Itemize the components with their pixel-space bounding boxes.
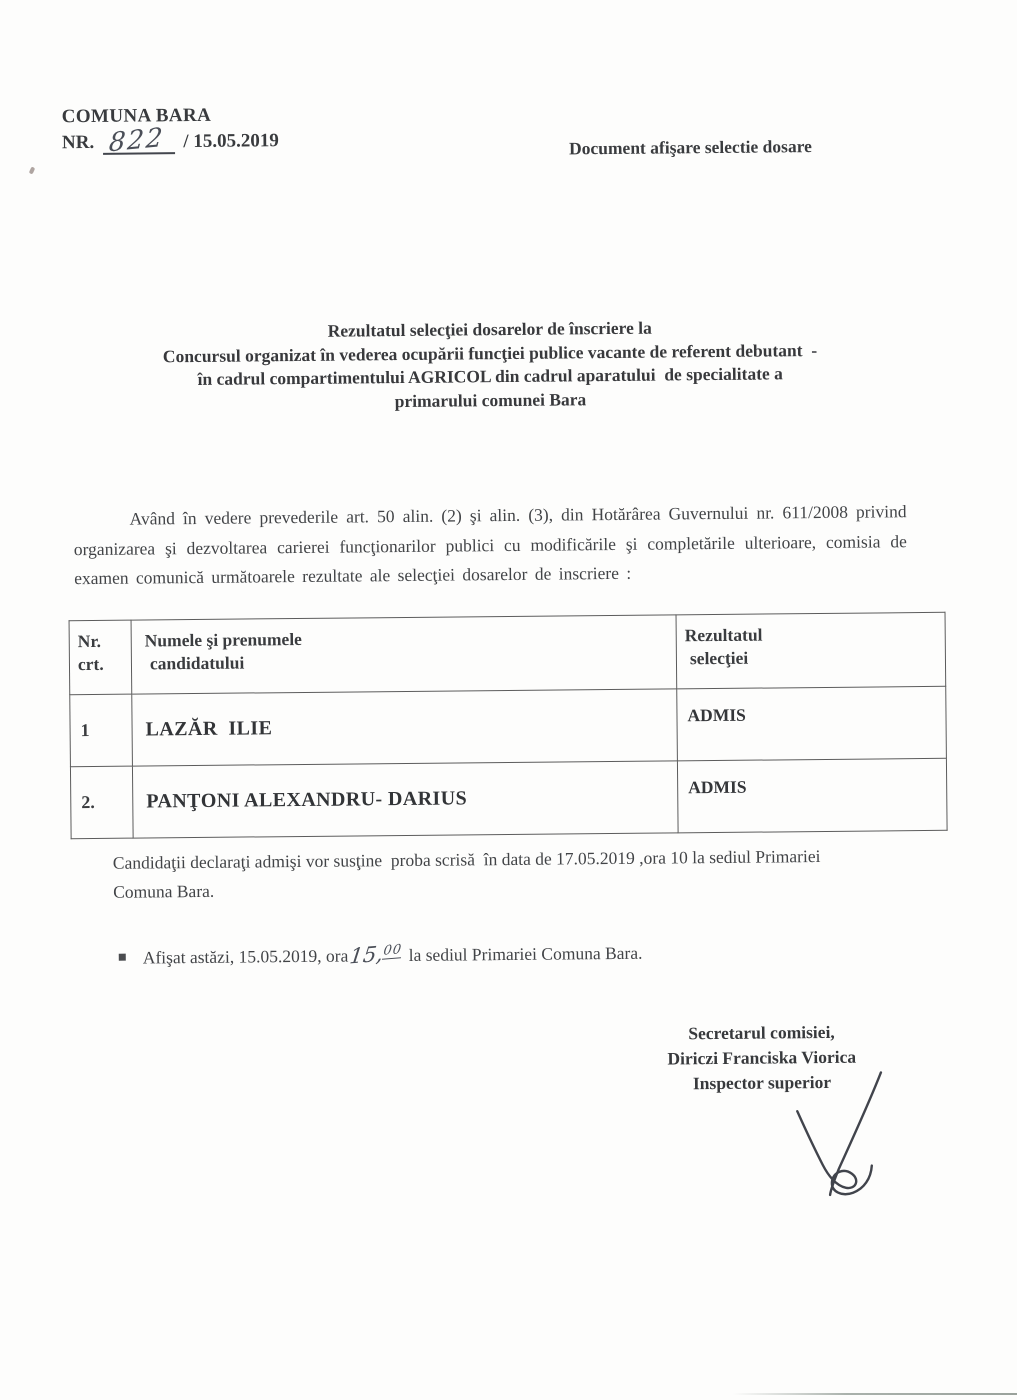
header-cell-result: Rezultatul selecţiei [676, 612, 946, 689]
row-number: 2. [70, 766, 133, 839]
registration-date: / 15.05.2019 [183, 130, 279, 153]
candidate-name: PANŢONI ALEXANDRU- DARIUS [132, 761, 678, 838]
registration-number-underline [103, 122, 175, 159]
intro-paragraph: Având în vedere prevederile art. 50 alin. (2) şi alin. (3), din Hotărârea Guvernului nr. 611/2008 privind organizarea şi dezvoltarea carierei funcţionarilor publici cu modificările şi completările ulterioare, comisia de examen comunică următoarele rezultate ale selecţiei dosarelor de inscriere : [73, 501, 907, 589]
table-row [70, 686, 947, 766]
selection-result: ADMIS [677, 686, 947, 761]
title-line-2: Concursul organizat în vederea ocupării funcţiei publice vacante de referent debutant - [162, 339, 818, 366]
signature-title: Inspector superior [692, 1071, 832, 1094]
scan-edge-line [733, 1393, 1017, 1395]
candidate-name: LAZĂR ILIE [132, 689, 678, 766]
organization-name: COMUNA BARA [61, 104, 212, 128]
results-table [69, 612, 948, 839]
document-type-label: Document afişare selectie dosare [568, 136, 812, 159]
posted-note-text-before: Afişat astăzi, 15.05.2019, ora [142, 945, 349, 968]
registration-prefix: NR. [61, 131, 95, 154]
title-line-3: în cadrul compartimentului AGRICOL din cadrul aparatului de specialitate a [197, 363, 783, 389]
registration-line [61, 122, 279, 159]
written-exam-note: Candidaţii declaraţi admişi vor susţine proba scrisă în data de 17.05.2019 ,ora 10 la sediul Primariei Comuna Bara. [112, 845, 825, 902]
handwritten-time-minutes: 00 [382, 942, 403, 959]
bullet-square-icon [119, 954, 126, 961]
header-cell-nr: Nr. crt. [69, 620, 132, 695]
handwritten-signature [771, 1068, 890, 1201]
table-header-row [69, 612, 946, 694]
selection-result: ADMIS [677, 758, 947, 833]
signature-role: Secretarul comisiei, [688, 1021, 835, 1044]
posted-note-text-after: la sediul Primariei Comuna Bara. [404, 942, 643, 966]
document-title [74, 314, 907, 416]
header-cell-name: Numele şi prenumele candidatului [131, 615, 677, 694]
title-line-1: Rezultatul selecţiei dosarelor de înscriere la [327, 317, 652, 341]
handwritten-registration-number: 822 [107, 122, 166, 159]
signature-name: Diriczi Franciska Viorica [667, 1046, 857, 1069]
table-row [70, 758, 947, 838]
row-number: 1 [70, 694, 133, 767]
posted-note [119, 937, 899, 968]
title-line-4: primarului comunei Bara [394, 388, 587, 411]
handwritten-posting-time: 15,00 [347, 941, 403, 969]
